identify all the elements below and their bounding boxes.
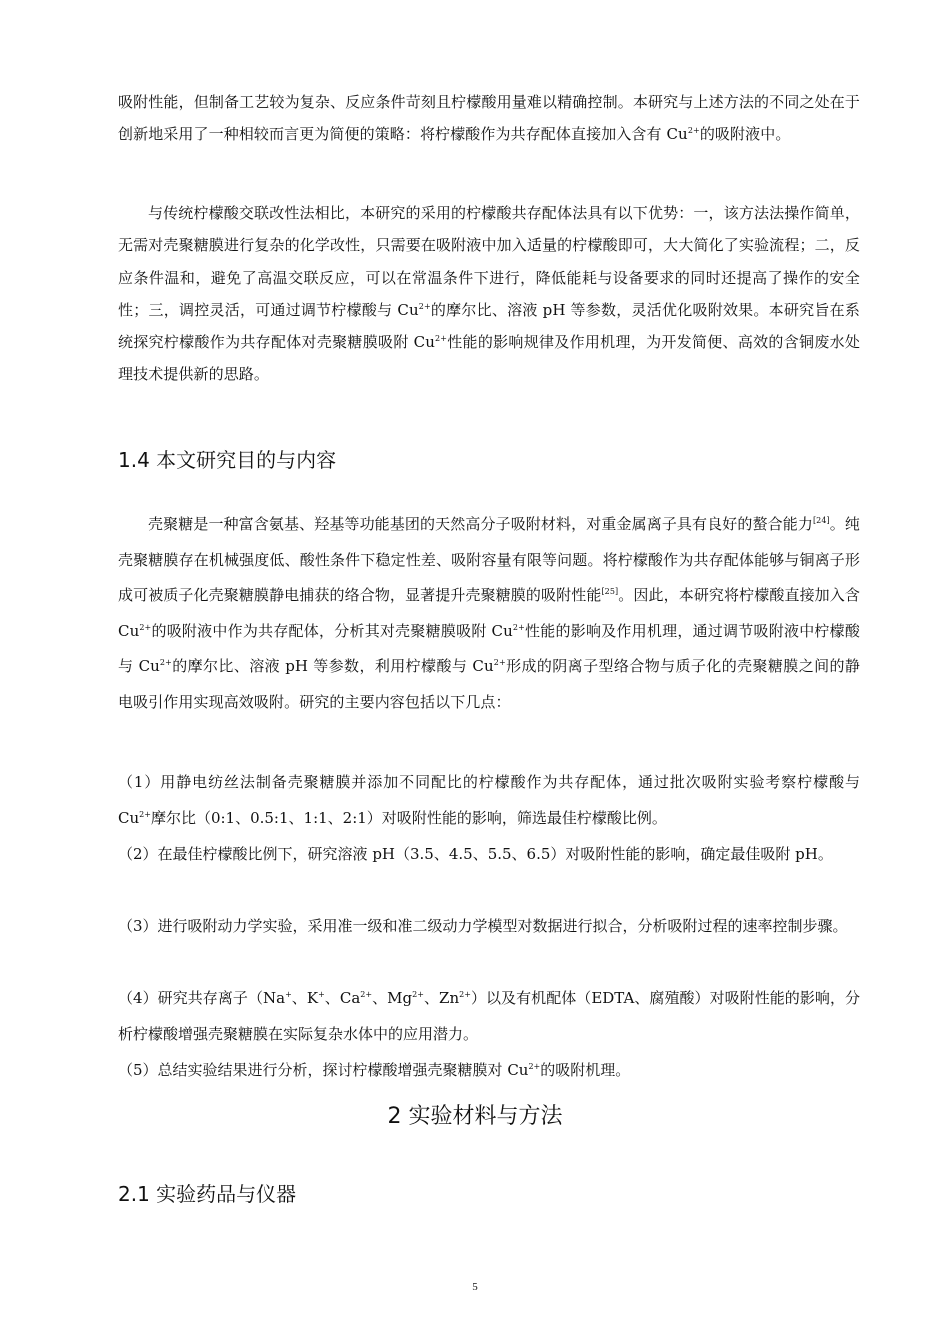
list-item-5: （5）总结实验结果进行分析，探讨柠檬酸增强壳聚糖膜对 $Cu^{2+}$的吸附机理。: [118, 1061, 631, 1079]
citation-24: [24]: [812, 516, 830, 525]
page-number: 5: [472, 1281, 478, 1293]
paragraph-advantages: 与传统柠檬酸交联改性法相比，本研究的采用的柠檬酸共存配体法具有以下优势：一，该方法法操作简单，无需对壳聚糖膜进行复杂的化学改性，只需要在吸附液中加入适量的柠檬酸即可，大大简化了实验流程；二，反应条件温和，避免了高温交联反应，可以在常温条件下进行，降低能耗与设备要求的同时还提高了操作的安全性；三，调控灵活，可通过调节柠檬酸与 $Cu^{2+}$的摩尔比、溶液 pH 等参数，灵活优化吸附效果。本研究旨在系统探究柠檬酸作为共存配体对壳聚糖膜吸附 $Cu^{2+}$性能的影响规律及作用机理，为开发简便、高效的含铜废水处理技术提供新的思路。: [118, 204, 861, 384]
chapter-heading-2: 2 实验材料与方法: [387, 1104, 563, 1129]
list-item-2: （2）在最佳柠檬酸比例下，研究溶液 pH（3.5、4.5、5.5、6.5）对吸附性能的影响，确定最佳吸附 pH。: [118, 845, 833, 863]
list-item-1: （1）用静电纺丝法制备壳聚糖膜并添加不同配比的柠檬酸作为共存配体，通过批次吸附实验考察柠檬酸与 $Cu^{2+}$摩尔比（0:1、0.5:1、1:1、2:1）对吸附性能的影响，筛选最佳柠檬酸比例。: [118, 773, 860, 827]
paragraph-research-content: 壳聚糖是一种富含氨基、羟基等功能基团的天然高分子吸附材料，对重金属离子具有良好的螯合能力[24]。纯壳聚糖膜存在机械强度低、酸性条件下稳定性差、吸附容量有限等问题。将柠檬酸作为共存配体能够与铜离子形成可被质子化壳聚糖膜静电捕获的络合物，显著提升壳聚糖膜的吸附性能[25]。因此，本研究将柠檬酸直接加入含 $Cu^{2+}$的吸附液中作为共存配体，分析其对壳聚糖膜吸附 $Cu^{2+}$性能的影响及作用机理，通过调节吸附液中柠檬酸与 $Cu^{2+}$的摩尔比、溶液 pH 等参数，利用柠檬酸与 $Cu^{2+}$形成的阴离子型络合物与质子化的壳聚糖膜之间的静电吸引作用实现高效吸附。研究的主要内容包括以下几点：: [118, 515, 861, 711]
list-item-3: （3）进行吸附动力学实验，采用准一级和准二级动力学模型对数据进行拟合，分析吸附过程的速率控制步骤。: [118, 917, 848, 935]
citation-25: [25]: [601, 587, 619, 596]
paragraph-intro-tail: 吸附性能，但制备工艺较为复杂、反应条件苛刻且柠檬酸用量难以精确控制。本研究与上述方法的不同之处在于创新地采用了一种相较而言更为简便的策略：将柠檬酸作为共存配体直接加入含有 $Cu^{2+}$的吸附液中。: [118, 93, 860, 144]
list-item-4: （4）研究共存离子（Na+、K+、$Ca^{2+}$、$Mg^{2+}$、$Zn^{2+}$）以及有机配体（EDTA、腐殖酸）对吸附性能的影响，分析柠檬酸增强壳聚糖膜在实际复杂水体中的应用潜力。: [118, 989, 860, 1043]
section-heading-2-1: 2.1 实验药品与仪器: [118, 1182, 297, 1206]
section-heading-1-4: 1.4 本文研究目的与内容: [118, 448, 337, 472]
